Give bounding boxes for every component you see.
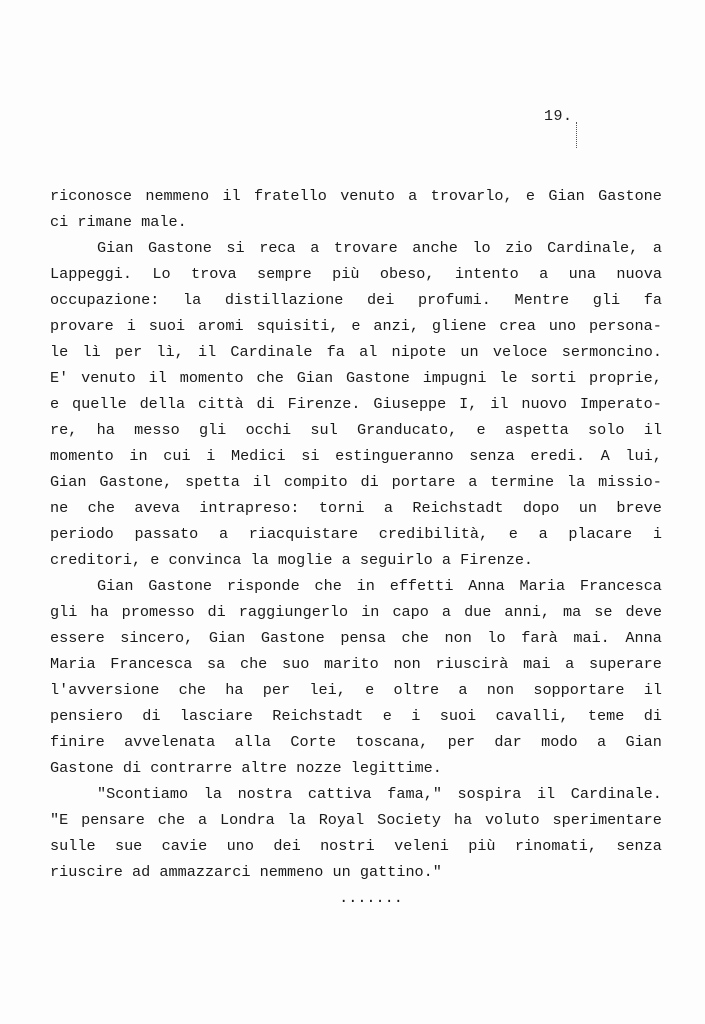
ellipsis-marker: ....... <box>339 889 403 907</box>
text-line: "Scontiamo la nostra cattiva fama," sospira il Cardinale. <box>97 785 662 803</box>
text-line: sulle sue cavie uno dei nostri veleni più rinomati, senza <box>50 837 662 855</box>
text-line: Lappeggi. Lo trova sempre più obeso, intento a una nuova <box>50 265 662 283</box>
text-line: creditori, e convinca la moglie a seguirlo a Firenze. <box>50 551 534 569</box>
text-line: re, ha messo gli occhi sul Granducato, e aspetta solo il <box>50 421 662 439</box>
text-line: "E pensare che a Londra la Royal Society ha voluto sperimentare <box>50 811 662 829</box>
text-line: momento in cui i Medici si estingueranno senza eredi. A lui, <box>50 447 662 465</box>
text-line: ci rimane male. <box>50 213 187 231</box>
text-line: periodo passato a riacquistare credibilità, e a placare i <box>50 525 662 543</box>
page-number: 19. <box>544 108 573 125</box>
text-line: essere sincero, Gian Gastone pensa che non lo farà mai. Anna <box>50 629 662 647</box>
text-line: pensiero di lasciare Reichstadt e i suoi cavalli, teme di <box>50 707 662 725</box>
text-line: Gian Gastone risponde che in effetti Anna Maria Francesca <box>97 577 662 595</box>
text-line: riconosce nemmeno il fratello venuto a trovarlo, e Gian Gastone <box>50 187 662 205</box>
text-line: gli ha promesso di raggiungerlo in capo a due anni, ma se deve <box>50 603 662 621</box>
text-line: provare i suoi aromi squisiti, e anzi, gliene crea uno persona- <box>50 317 662 335</box>
text-line: finire avvelenata alla Corte toscana, per dar modo a Gian <box>50 733 662 751</box>
text-line: l'avversione che ha per lei, e oltre a non sopportare il <box>50 681 662 699</box>
text-line: le lì per lì, il Cardinale fa al nipote un veloce sermoncino. <box>50 343 662 361</box>
text-line: occupazione: la distillazione dei profumi. Mentre gli fa <box>50 291 662 309</box>
text-line: Gian Gastone, spetta il compito di portare a termine la missio- <box>50 473 662 491</box>
text-line: Gian Gastone si reca a trovare anche lo zio Cardinale, a <box>97 239 662 257</box>
text-line: riuscire ad ammazzarci nemmeno un gattino." <box>50 863 442 881</box>
text-line: ne che aveva intrapreso: torni a Reichstadt dopo un breve <box>50 499 662 517</box>
text-line: Maria Francesca sa che suo marito non riuscirà mai a superare <box>50 655 662 673</box>
scan-mark <box>576 122 578 148</box>
body-text <box>50 183 662 911</box>
text-line: E' venuto il momento che Gian Gastone impugni le sorti proprie, <box>50 369 662 387</box>
text-line: Gastone di contrarre altre nozze legittime. <box>50 759 442 777</box>
text-line: e quelle della città di Firenze. Giuseppe I, il nuovo Imperato- <box>50 395 662 413</box>
